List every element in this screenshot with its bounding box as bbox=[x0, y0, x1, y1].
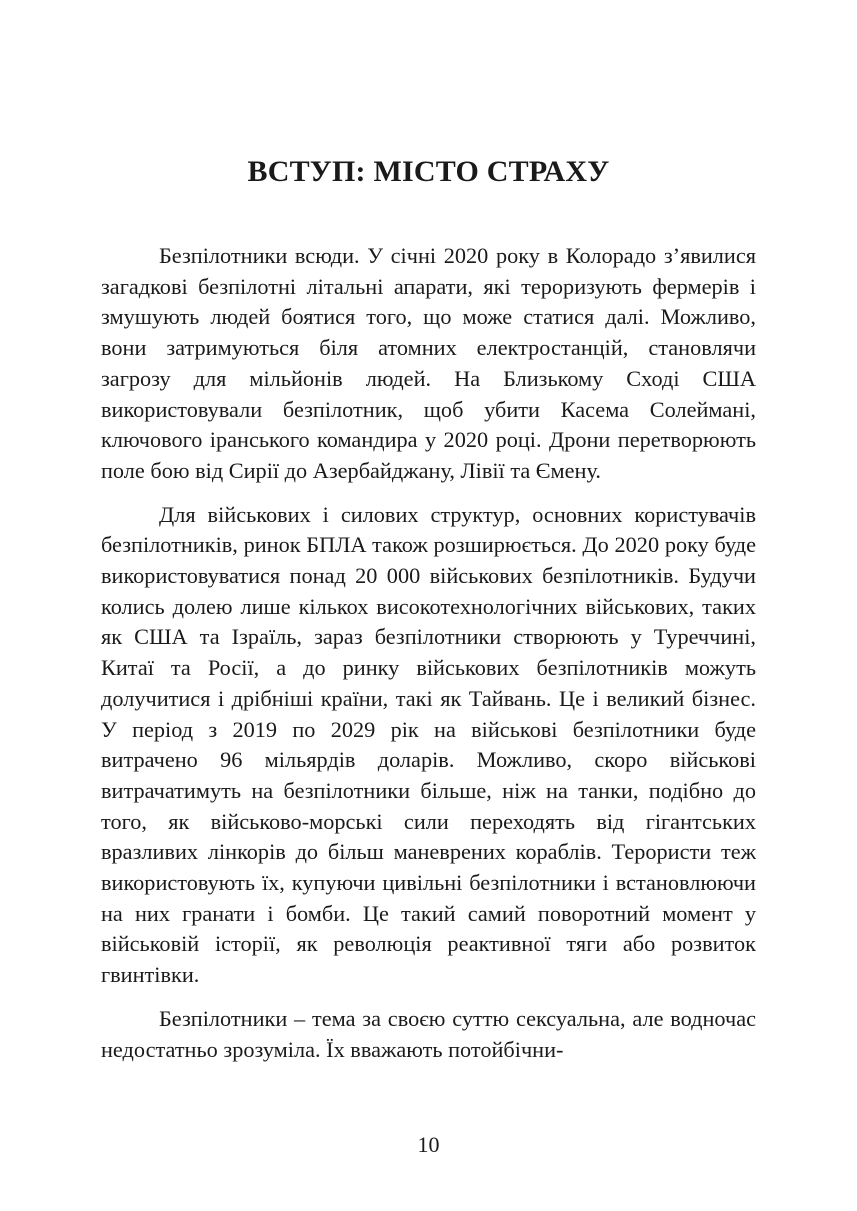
page-number: 10 bbox=[417, 1132, 440, 1157]
paragraph-3: Безпілотники – тема за своєю суттю сексуальна, але водночас недостатньо зрозуміла. Їх вважають потойбічни- bbox=[101, 1005, 756, 1062]
paragraph-1: Безпілотники всюди. У січні 2020 року в Колорадо з’явилися загадкові безпілотні літальні апарати, які тероризують фермерів і змушують людей боятися того, що може статися далі. Можливо, вони затримуються біля атомних електростанцій, становлячи загрозу для мільйонів людей. На Близькому Сході США використовували безпілотник, щоб убити Касема Солеймані, ключового іранського командира у 2020 році. Дрони перетворюють поле бою від Сирії до Азербайджану, Лівії та Ємену. bbox=[101, 243, 756, 483]
chapter-title: ВСТУП: МІСТО СТРАХУ bbox=[247, 155, 610, 188]
book-page bbox=[101, 0, 756, 1211]
chapter-body bbox=[101, 241, 756, 1078]
paragraph-2: Для військових і силових структур, основних користувачів безпілотників, ринок БПЛА також розширюється. До 2020 року буде використовуватися понад 20 000 військових безпілотників. Будучи колись долею лише кількох високотехнологічних військових, таких як США та Ізраїль, зараз безпілотники створюють у Туреччині, Китаї та Росії, а до ринку військових безпілотників можуть долучитися і дрібніші країни, такі як Тайвань. Це і великий бізнес. У період з 2019 по 2029 рік на військові безпілотники буде витрачено 96 мільярдів доларів. Можливо, скоро військові витрачатимуть на безпілотники більше, ніж на танки, подібно до того, як військово-морські сили переходять від гігантських вразливих лінкорів до більш маневрених кораблів. Терористи теж використовують їх, купуючи цивільні безпілотники і встановлюючи на них гранати і бомби. Це такий самий поворотний момент у військовій історії, як революція реактивної тяги або розвиток гвинтівки. bbox=[101, 501, 756, 988]
